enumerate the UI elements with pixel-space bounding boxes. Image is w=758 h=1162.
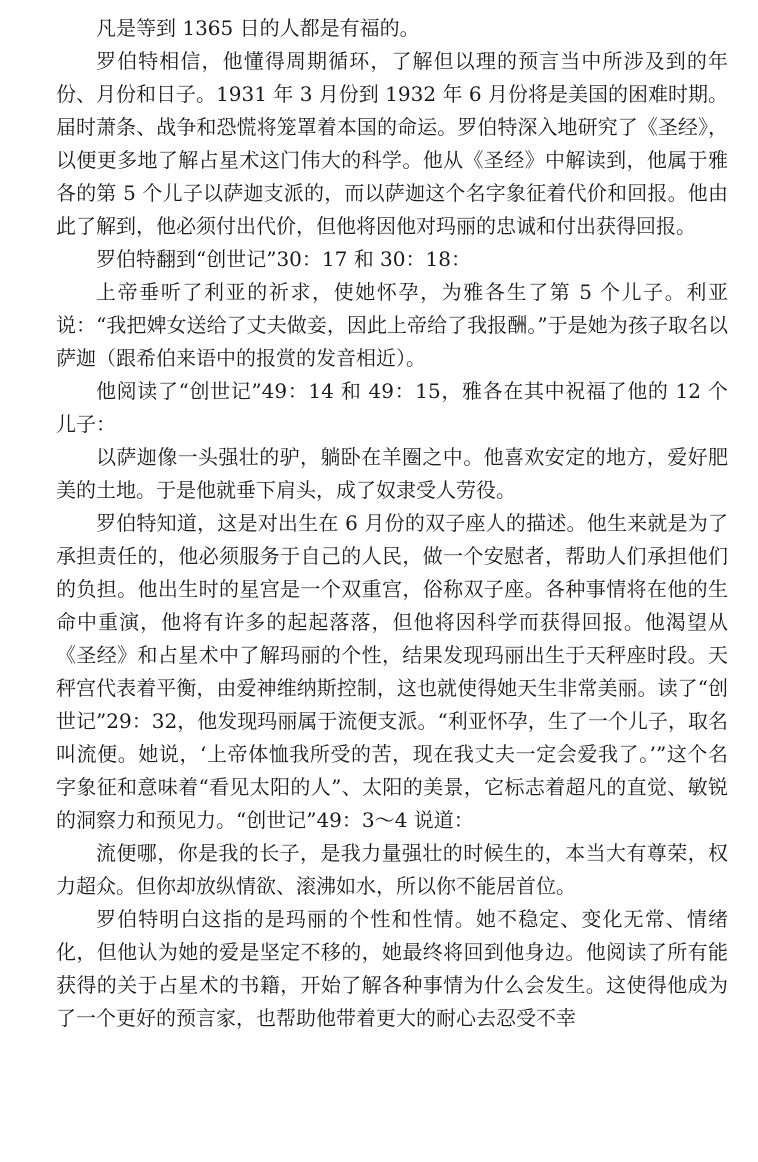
document-page	[56, 12, 728, 1035]
paragraph-1: 凡是等到 1365 日的人都是有福的。	[96, 16, 420, 40]
paragraph-4: 他阅读了“创世记”49：14 和 49：15，雅各在其中祝福了他的 12 个儿子：	[56, 379, 728, 436]
scripture-quote-1: 上帝垂听了利亚的祈求，使她怀孕，为雅各生了第 5 个儿子。利亚说：“我把婢女送给了丈夫做妾，因此上帝给了我报酬。”于是她为孩子取名以萨迦（跟希伯来语中的报赏的发音相近）。	[56, 280, 728, 370]
paragraph-6: 罗伯特明白这指的是玛丽的个性和性情。她不稳定、变化无常、情绪化，但他认为她的爱是坚定不移的，她最终将回到他身边。他阅读了所有能获得的关于占星术的书籍，开始了解各种事情为什么会发生。这使得他成为了一个更好的预言家，也帮助他带着更大的耐心去忍受不幸	[56, 907, 728, 1030]
scripture-quote-3: 流便哪，你是我的长子，是我力量强壮的时候生的，本当大有尊荣，权力超众。但你却放纵情欲、滚沸如水，所以你不能居首位。	[56, 841, 728, 898]
paragraph-5: 罗伯特知道，这是对出生在 6 月份的双子座人的描述。他生来就是为了承担责任的，他必须服务于自己的人民，做一个安慰者，帮助人们承担他们的负担。他出生时的星宫是一个双重宫，俗称双子座。各种事情将在他的生命中重演，他将有许多的起起落落，但他将因科学而获得回报。他渴望从《圣经》和占星术中了解玛丽的个性，结果发现玛丽出生于天秤座时段。天秤宫代表着平衡，由爱神维纳斯控制，这也就使得她天生非常美丽。读了“创世记”29：32，他发现玛丽属于流便支派。“利亚怀孕，生了一个儿子，取名叫流便。她说，‘上帝体恤我所受的苦，现在我丈夫一定会爱我了。’”这个名字象征和意味着“看见太阳的人”、太阳的美景，它标志着超凡的直觉、敏锐的洞察力和预见力。“创世记”49：3～4 说道：	[56, 511, 728, 832]
paragraph-2: 罗伯特相信，他懂得周期循环，了解但以理的预言当中所涉及到的年份、月份和日子。1931 年 3 月份到 1932 年 6 月份将是美国的困难时期。届时萧条、战争和恐慌将笼罩着本国的命运。罗伯特深入地研究了《圣经》，以便更多地了解占星术这门伟大的科学。他从《圣经》中解读到，他属于雅各的第 5 个儿子以萨迦支派的，而以萨迦这个名字象征着代价和回报。他由此了解到，他必须付出代价，但他将因他对玛丽的忠诚和付出获得回报。	[56, 49, 728, 238]
paragraph-3: 罗伯特翻到“创世记”30：17 和 30：18：	[96, 247, 471, 271]
scripture-quote-2: 以萨迦像一头强壮的驴，躺卧在羊圈之中。他喜欢安定的地方，爱好肥美的土地。于是他就垂下肩头，成了奴隶受人劳役。	[56, 445, 728, 502]
